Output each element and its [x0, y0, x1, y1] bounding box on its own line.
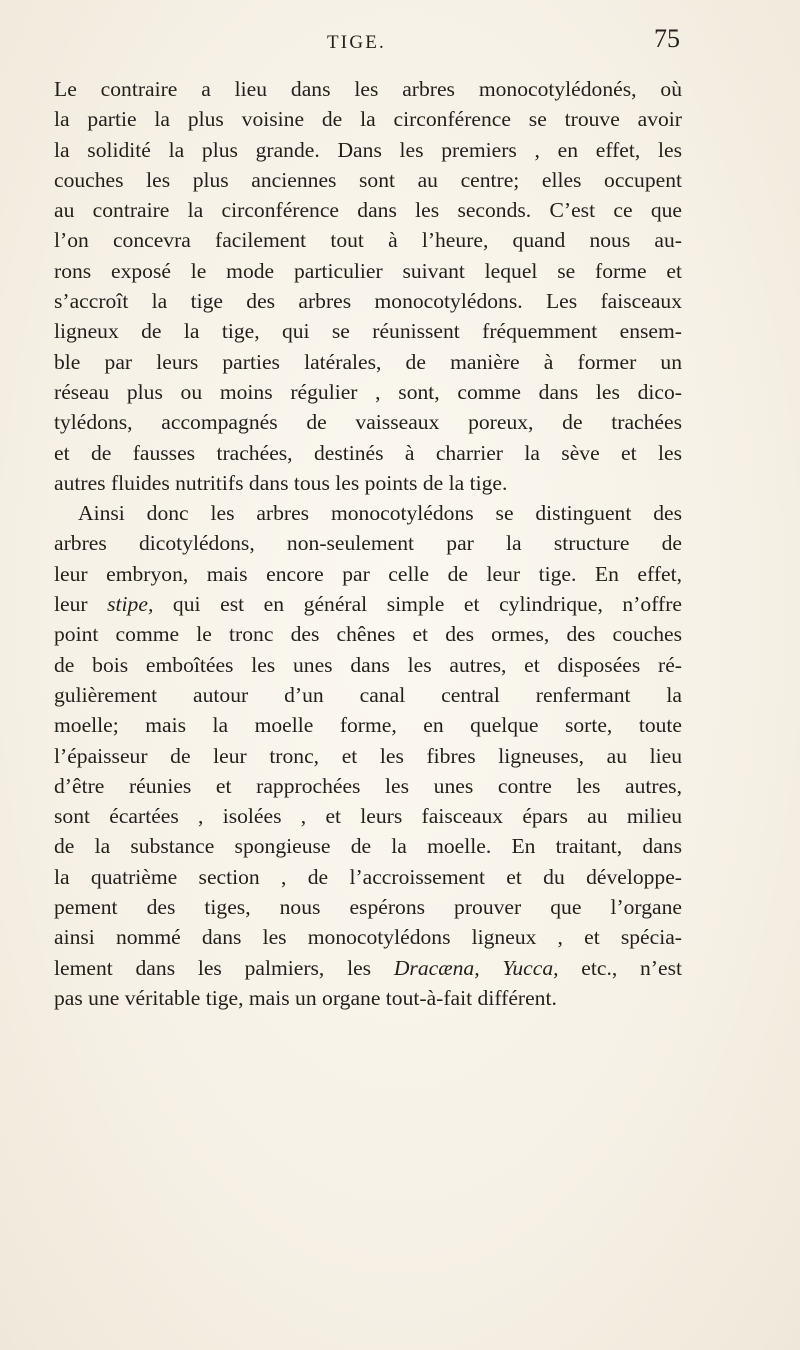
text-line: s’accroît la tige des arbres monocotylédons. Les faisceaux — [54, 289, 682, 314]
text-line: la solidité la plus grande. Dans les premiers , en effet, les — [54, 137, 682, 162]
text-line: sont écartées , isolées , et leurs faisceaux épars au milieu — [54, 804, 682, 829]
text-line: Le contraire a lieu dans les arbres monocotylédonés, où — [54, 77, 682, 101]
text-line: ainsi nommé dans les monocotylédons ligneux , et spécia- — [54, 925, 682, 950]
text-line: point comme le tronc des chênes et des ormes, des couches — [54, 622, 682, 647]
text-line: l’on concevra facilement tout à l’heure, quand nous au- — [54, 228, 682, 253]
text-line: pement des tiges, nous espérons prouver que l’organe — [54, 895, 682, 920]
text-line: autres fluides nutritifs dans tous les points de la tige. — [54, 470, 508, 495]
text-run: leur — [54, 592, 108, 617]
italic-term: Dracæna, Yucca, — [393, 955, 559, 980]
text-line: la partie la plus voisine de la circonférence se trouve avoir — [54, 107, 682, 132]
text-line: au contraire la circonférence dans les seconds. C’est ce que — [54, 198, 682, 223]
text-line: leur embryon, mais encore par celle de leur tige. En effet, — [54, 561, 682, 586]
text-line: gulièrement autour d’un canal central renfermant la — [54, 682, 682, 707]
italic-term: stipe, — [107, 592, 154, 617]
text-line: tylédons, accompagnés de vaisseaux poreux, de trachées — [54, 410, 682, 435]
body-text — [54, 74, 682, 1013]
text-line: et de fausses trachées, destinés à charrier la sève et les — [54, 440, 682, 465]
text-line: ble par leurs parties latérales, de manière à former un — [54, 349, 682, 374]
page-number: 75 — [654, 24, 680, 53]
text-run: lement dans les palmiers, les — [54, 955, 394, 980]
running-header — [50, 24, 680, 64]
text-line: la quatrième section , de l’accroissement et du développe- — [54, 864, 682, 889]
text-line: couches les plus anciennes sont au centre; elles occupent — [54, 167, 682, 192]
text-line: l’épaisseur de leur tronc, et les fibres ligneuses, au lieu — [54, 743, 682, 768]
text-line: ligneux de la tige, qui se réunissent fréquemment ensem- — [54, 319, 682, 344]
text-line: rons exposé le mode particulier suivant lequel se forme et — [54, 258, 682, 283]
text-run: etc., n’est — [558, 955, 682, 980]
text-line: moelle; mais la moelle forme, en quelque sorte, toute — [54, 713, 682, 738]
text-line: d’être réunies et rapprochées les unes contre les autres, — [54, 773, 682, 798]
text-line: réseau plus ou moins régulier , sont, comme dans les dico- — [54, 379, 682, 404]
text-line: arbres dicotylédons, non-seulement par la structure de — [54, 531, 682, 556]
text-line-with-italic — [54, 953, 682, 983]
text-line: Ainsi donc les arbres monocotylédons se distinguent des — [78, 501, 682, 526]
running-title: TIGE. — [327, 32, 387, 53]
text-run: qui est en général simple et cylindrique, n’offre — [153, 592, 682, 617]
text-line-with-italic — [54, 589, 682, 619]
text-line: de la substance spongieuse de la moelle. En traitant, dans — [54, 834, 682, 859]
text-line: pas une véritable tige, mais un organe tout-à-fait différent. — [54, 985, 557, 1010]
text-line: de bois emboîtées les unes dans les autres, et disposées ré- — [54, 652, 682, 677]
